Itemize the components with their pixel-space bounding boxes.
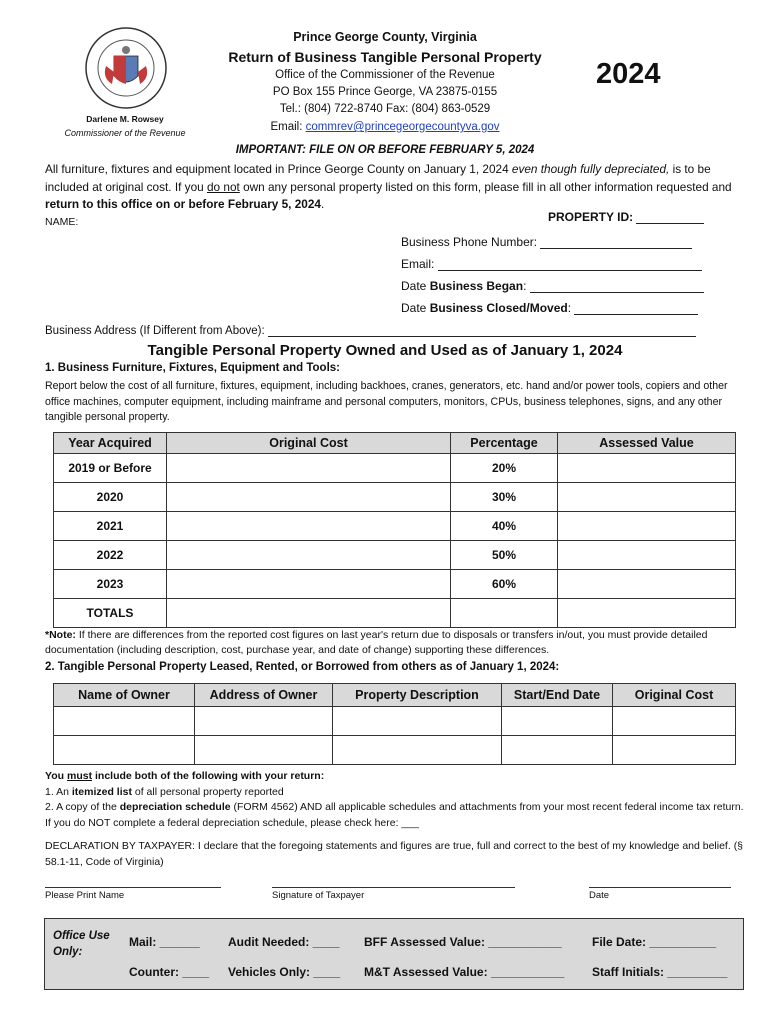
description-input[interactable] <box>333 707 502 736</box>
totals-pct-cell <box>451 599 558 628</box>
must-b: must <box>66 770 93 782</box>
year-cell: 2021 <box>54 512 167 541</box>
name-label: NAME: <box>45 216 79 228</box>
item2-c: (FORM 4562) AND all applicable schedules and attachments from your most recent federal income tax return. If you do NOT complete a federal depreciation schedule, please check here: ___ <box>45 801 744 829</box>
intro-part-4: . <box>320 197 325 211</box>
col-start-end-date: Start/End Date <box>502 684 613 707</box>
owner-address-input[interactable] <box>195 736 333 765</box>
business-address-label: Business Address (If Different from Above): <box>45 325 265 337</box>
assessed-input[interactable] <box>558 512 736 541</box>
bff-field: BFF Assessed Value: ___________ <box>364 935 562 949</box>
filing-deadline-notice: IMPORTANT: FILE ON OR BEFORE FEBRUARY 5, 2024 <box>235 144 535 156</box>
col-original-cost: Original Cost <box>167 433 451 454</box>
date-input[interactable] <box>502 736 613 765</box>
col-percentage: Percentage <box>451 433 558 454</box>
cost-input[interactable] <box>167 541 451 570</box>
property-id-field[interactable] <box>548 210 704 224</box>
business-phone-field[interactable] <box>401 235 721 249</box>
col-assessed-value: Assessed Value <box>558 433 736 454</box>
office-email <box>200 121 570 133</box>
cost-input[interactable] <box>613 736 736 765</box>
cost-input[interactable] <box>167 483 451 512</box>
office-phone: Tel.: (804) 722-8740 Fax: (804) 863-0529 <box>279 103 491 115</box>
file-date-field: File Date: __________ <box>592 935 717 949</box>
item2-b: depreciation schedule <box>119 801 231 813</box>
office-use-box <box>44 918 744 990</box>
date-began-label: Business Began <box>429 279 524 293</box>
must-heading <box>45 769 745 785</box>
county-heading: Prince George County, Virginia <box>293 30 477 44</box>
business-phone-label: Business Phone Number: <box>401 235 538 249</box>
section1-description: Report below the cost of all furniture, fixtures, equipment, including backhoes, cranes, generators, etc. hand and/or power tools, copiers and other office machines, computer equipment, including mainframe and personal computers, monitors, CPUs, business telephones, signs, and any other tangible personal property. <box>45 380 728 423</box>
pct-cell: 20% <box>451 454 558 483</box>
owner-name-input[interactable] <box>54 707 195 736</box>
county-seal-logo <box>84 26 168 110</box>
cost-input[interactable] <box>167 570 451 599</box>
email-label: Email: <box>270 121 306 133</box>
signature-line[interactable] <box>272 887 515 888</box>
assessed-input[interactable] <box>558 541 736 570</box>
form-year: 2024 <box>596 58 661 90</box>
table-row <box>54 512 736 541</box>
taxpayer-declaration: DECLARATION BY TAXPAYER: I declare that the foregoing statements and figures are true, full and correct to the best of my knowledge and belief. (§ 58.1-11, Code of Virginia) <box>45 840 744 868</box>
business-address-field[interactable] <box>45 323 696 337</box>
year-cell: 2023 <box>54 570 167 599</box>
date-began-field[interactable]: Date Business Began: <box>401 279 721 293</box>
intro-part-1: All furniture, fixtures and equipment located in Prince George County on January 1, 2024 <box>45 162 512 176</box>
date-label: Date <box>589 890 610 901</box>
commissioner-name: Darlene M. Rowsey <box>86 114 164 124</box>
intro-italic: even though fully depreciated, <box>511 162 670 176</box>
must-c: include both of the following with your return: <box>92 770 325 782</box>
staff-initials-field: Staff Initials: _________ <box>592 965 728 979</box>
description-input[interactable] <box>333 736 502 765</box>
date-input[interactable] <box>502 707 613 736</box>
date-closed-field[interactable]: Date Business Closed/Moved: <box>401 301 721 315</box>
table-row <box>54 541 736 570</box>
section1-title: 1. Business Furniture, Fixtures, Equipment and Tools: <box>45 362 340 374</box>
year-cell: 2022 <box>54 541 167 570</box>
intro-bold: return to this office on or before February 5, 2024 <box>45 197 321 211</box>
pct-cell: 40% <box>451 512 558 541</box>
note-label: *Note: <box>45 629 76 641</box>
property-id-label: PROPERTY ID: <box>548 210 634 224</box>
col-property-description: Property Description <box>333 684 502 707</box>
date-closed-label: Business Closed/Moved <box>429 301 568 315</box>
vehicles-field: Vehicles Only: ____ <box>228 965 341 979</box>
mail-field: Mail: ______ <box>129 935 200 949</box>
pct-cell: 60% <box>451 570 558 599</box>
assessed-input[interactable] <box>558 570 736 599</box>
intro-part-2: is to be included at original cost. If you <box>45 162 711 194</box>
cost-differences-note <box>45 628 750 658</box>
item1-c: of all personal property reported <box>131 785 284 798</box>
mt-field: M&T Assessed Value: ___________ <box>364 965 565 979</box>
col-original-cost: Original Cost <box>613 684 736 707</box>
date-closed-prefix: Date <box>401 301 430 315</box>
section2-title: 2. Tangible Personal Property Leased, Rented, or Borrowed from others as of January 1, 2024: <box>45 661 560 673</box>
table-row <box>54 736 736 765</box>
table-row <box>54 454 736 483</box>
office-name: Office of the Commissioner of the Revenue <box>275 69 495 81</box>
cost-input[interactable] <box>167 512 451 541</box>
intro-part-3: own any personal property listed on this form, please fill in all other information requested and <box>239 179 732 194</box>
table-row <box>54 483 736 512</box>
print-name-label: Please Print Name <box>45 890 125 901</box>
pct-cell: 50% <box>451 541 558 570</box>
intro-underline: do not <box>206 179 240 194</box>
intro-text <box>45 161 735 214</box>
assessed-input[interactable] <box>558 454 736 483</box>
must-a: You <box>45 770 67 782</box>
section-title: Tangible Personal Property Owned and Used as of January 1, 2024 <box>147 342 623 359</box>
total-cost-input[interactable] <box>167 599 451 628</box>
date-line[interactable] <box>589 887 731 888</box>
office-address: PO Box 155 Prince George, VA 23875-0155 <box>272 86 498 98</box>
col-owner-name: Name of Owner <box>54 684 195 707</box>
form-title: Return of Business Tangible Personal Property <box>228 49 542 65</box>
must-item-2 <box>45 800 745 831</box>
cost-input[interactable] <box>167 454 451 483</box>
commissioner-title: Commissioner of the Revenue <box>64 128 186 138</box>
note-text: If there are differences from the reported cost figures on last year's return due to disposals or transfers in/out, you must provide detailed documentation (including description, cost, purchase year, and date of change) supporting these differences. <box>45 629 708 656</box>
table-row <box>54 707 736 736</box>
totals-label: TOTALS <box>54 599 167 628</box>
audit-field: Audit Needed: ____ <box>228 935 340 949</box>
email-link[interactable]: commrev@princegeorgecountyva.gov <box>305 121 500 133</box>
counter-field: Counter: ____ <box>129 965 210 979</box>
col-year-acquired: Year Acquired <box>54 433 167 454</box>
email-field[interactable] <box>401 257 721 271</box>
owned-property-table <box>53 432 736 628</box>
totals-row <box>54 599 736 628</box>
item1-b: itemized list <box>71 785 132 798</box>
item1-a: 1. An <box>45 785 72 798</box>
year-cell: 2019 or Before <box>54 454 167 483</box>
total-assessed-input[interactable] <box>558 599 736 628</box>
table-header-row <box>54 684 736 707</box>
year-cell: 2020 <box>54 483 167 512</box>
table-row <box>54 570 736 599</box>
cost-input[interactable] <box>613 707 736 736</box>
required-attachments <box>45 769 745 831</box>
signature-label: Signature of Taxpayer <box>272 890 365 901</box>
must-item-1 <box>45 785 745 801</box>
office-use-label: Office Use Only: <box>53 930 110 958</box>
col-owner-address: Address of Owner <box>195 684 333 707</box>
owner-name-input[interactable] <box>54 736 195 765</box>
leased-property-table <box>53 683 736 765</box>
pct-cell: 30% <box>451 483 558 512</box>
print-name-line[interactable] <box>45 887 221 888</box>
date-began-prefix: Date <box>401 279 430 293</box>
item2-a: 2. A copy of the <box>45 801 120 813</box>
table-header-row <box>54 433 736 454</box>
assessed-input[interactable] <box>558 483 736 512</box>
owner-address-input[interactable] <box>195 707 333 736</box>
email-field-label: Email: <box>401 257 435 271</box>
